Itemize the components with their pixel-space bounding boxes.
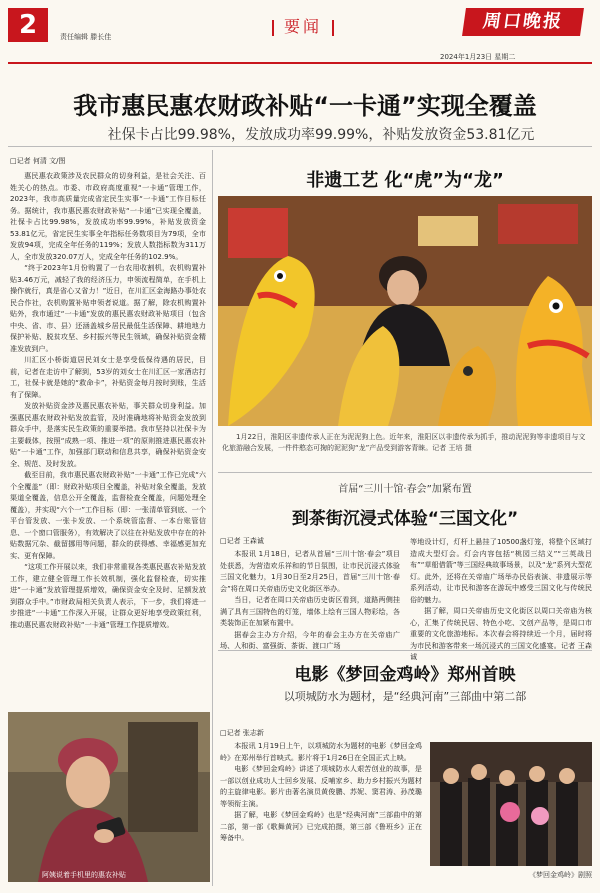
- headline-rule: [8, 146, 592, 147]
- elderly-woman-photo: [8, 712, 210, 882]
- main-article-body: [10, 170, 206, 706]
- header-rule: [8, 62, 592, 64]
- paragraph: 本报讯 1月18日，记者从首届“三川十馆·春会”项目处获悉，为营造欢乐祥和的节日氛围，让市民沉浸式体验三国文化魅力，1月30日至2月25日，首届“三川十馆·春会”将在周口关帝庙历史文化街区举办。: [220, 549, 400, 593]
- culture-headline: 非遗工艺 化“虎”为“龙”: [306, 170, 504, 191]
- film-cast-photo: [430, 742, 592, 866]
- film-article-body: [220, 740, 422, 880]
- paragraph: “终于2023年1月份购置了一台农用收割机，农机购置补贴3.46万元，减轻了我的经济压力，申领流程简单，在手机上操作就行，真是省心又省力！”近日，在川汇区金海路办事处农民合作社，农机购置补贴申领者说道。据了解，除农机购置补贴外，我市通过“一卡通”发放的惠民惠农财政补贴项目（包含中央、省、市、县）还涵盖城乡居民最低生活保障、耕地地力保护补贴、脱贫攻坚、乡村振兴等民生领域，确保补贴资金精准发放到户。: [10, 263, 206, 353]
- column-divider: [212, 150, 213, 886]
- section-label: 要闻: [284, 17, 323, 36]
- paragraph: 电影《梦回金鸡岭》讲述了项城防水人艰苦创业的故事，是一部以创业成功人士回乡发展、反哺家乡、助力乡村振兴为题材的主旋律电影。影片由著名演员黄俊鹏、苏妮、窦君涛、孙茂璐等领衔主演。: [220, 764, 422, 808]
- paragraph: 据了解，周口关帝庙历史文化街区以周口关帝庙为核心，汇集了传统民居、特色小吃、文创产品等，是周口市重要的文化旅游地标。本次春会将持续近一个月，届时将为市民和游客带来一场沉浸式的三国文化盛宴。记者 王森诚: [410, 606, 592, 661]
- film-reporter: □记者 张志新: [220, 729, 264, 737]
- paragraph: 川汇区小桥街道居民刘女士是享受低保待遇的居民，目前，记者在走访中了解到，53岁的刘女士在川汇区一家酒店打工，社保卡就是她的“救命卡”，补贴资金每月按时到账，生活有了保障。: [10, 355, 206, 399]
- paragraph: 等地设计灯，灯杆上悬挂了10500盏灯笼，将整个区域打造成大型灯会。灯会内容包括“桃园三结义”“三英战吕布”“草船借箭”等三国经典故事场景，以及“龙”系列大型花灯。此外，还将在关帝庙广场举办民俗表演、非遗展示等系列活动，让市民和游客在游玩中感受三国文化与传统民俗的魅力。: [410, 537, 592, 604]
- paragraph: 据了解，电影《梦回金鸡岭》也是“经典河南”三部曲中的第二部，第一部《歌舞黄河》已完成拍摄，第三部《鲁班乡》正在筹备中。: [220, 810, 422, 842]
- editors-credit: 责任编辑 滕长佳: [60, 33, 112, 41]
- paragraph: 截至目前，我市惠民惠农财政补贴“一卡通”工作已完成“六个全覆盖”（即：财政补贴项目全覆盖，补贴对象全覆盖，发放渠道全覆盖，信息公开全覆盖，监督检查全覆盖，问题处理全覆盖），并实现“六个一”工作目标（即：一张清单管到底、一个平台管发放、一张卡发放、一个系统管监督、一本台账管信息、一个窗口管服务），有效解决了以往在补贴发放中存在的补贴数据冗杂、截留挪用等问题，群众的获得感、幸福感更加充实、更有保障。: [10, 470, 206, 560]
- dragon-toys-photo: [218, 196, 592, 426]
- main-reporter: □记者 何清 文/图: [10, 157, 66, 165]
- culture-photo-caption: 1月22日，淮阳区非遗传承人正在为泥泥狗上色。近年来，淮阳区以非遗传承为抓手，推动泥泥狗等非遗项目与文化旅游融合发展，一件件憨态可掬的泥泥狗“龙”产品受到游客青睐。记者 王培 摄: [222, 433, 586, 452]
- film-subheadline: 以项城防水为题材，是“经典河南”三部曲中第二部: [283, 690, 527, 703]
- paragraph: 本报讯 1月19日上午，以项城防水为题材的电影《梦回金鸡岭》在郑州举行首映式。影片将于1月26日在全国正式上映。: [220, 741, 422, 762]
- three-kingdoms-body-right: [410, 536, 592, 661]
- section-rule: [218, 650, 592, 651]
- paragraph: 当日，记者在周口关帝庙历史街区看到，道路两侧挂满了具有三国特色的灯笼，墙体上绘有三国人物彩绘，各类装饰正在加紧布置中。: [220, 595, 400, 627]
- paragraph: 据春会主办方介绍，今年的春会主办方在关帝庙广场、人和街、富强街、茶街、渡口广场: [220, 629, 400, 650]
- section-title: [262, 14, 344, 37]
- paragraph: 惠民惠农政策涉及农民群众的切身利益，是社会关注、百姓关心的热点。市委、市政府高度重视“一卡通”管理工作，2023年，我市高质量完成省定民生实事“一卡通”工作目标任务。据统计，我市惠民惠农财政补贴“一卡通”已实现全覆盖，社保卡占比99.98%，发放成功率99.99%，补贴发放资金53.81亿元，省定民生实事全年指标任务数项目为79项，全市发放94项，完成全年任务的119%；发放人数指标数为311万人，全市发放320.07万人，完成全年任务的102.9%。: [10, 171, 206, 261]
- three-kingdoms-headline: 到茶街沉浸式体验“三国文化”: [291, 509, 519, 529]
- issue-date: 2024年1月23日 星期二: [440, 53, 516, 61]
- three-kingdoms-kicker: 首届“三川十馆·春会”加紧布置: [338, 484, 472, 495]
- paragraph: “这项工作开展以来，我们非常重视各类惠民惠农补贴发放工作，建立健全管理工作长效机制，强化监督检查，切实推进“一卡通”发放管理提质增效，确保资金安全及时、足额发放到群众手中。”市财政局相关负责人表示，下一步，我们将进一步推进“一卡通”工作深入开展，让群众更好地享受政策红利，推动惠民惠农财政补贴“一卡通”管理工作提质增效。: [10, 562, 206, 629]
- three-kingdoms-reporter: □记者 王森诚: [220, 537, 264, 545]
- main-subheadline: 社保卡占比99.98%，发放成功率99.99%，补贴发放资金53.81亿元: [107, 127, 535, 143]
- elderly-photo-caption: 阿姨说着手机里的惠农补贴: [42, 871, 126, 879]
- film-photo-caption: 《梦回金鸡岭》剧照: [529, 871, 592, 879]
- main-headline: 我市惠民惠农财政补贴“一卡通”实现全覆盖: [73, 92, 537, 120]
- three-kingdoms-body-left: [220, 548, 400, 650]
- section-divider: [272, 20, 274, 36]
- section-rule: [218, 472, 592, 473]
- section-divider: [332, 20, 334, 36]
- film-headline: 电影《梦回金鸡岭》郑州首映: [294, 665, 516, 685]
- newspaper-logo: 周口晚报: [462, 8, 584, 36]
- paragraph: 发放补贴资金涉及惠民惠农补贴，事关群众切身利益。加强惠民惠农财政补贴发放监管，及时准确地将补贴资金发放到群众手中，是落实民生政策的重要举措。我市坚持以社保卡为主要载体，按照“成熟一项、推进一项”的原则推进惠民惠农补贴“一卡通”工作，加强部门联动和信息共享，确保补贴资金安全、规范、及时发放。: [10, 401, 206, 468]
- page-number-badge: 2: [8, 8, 48, 42]
